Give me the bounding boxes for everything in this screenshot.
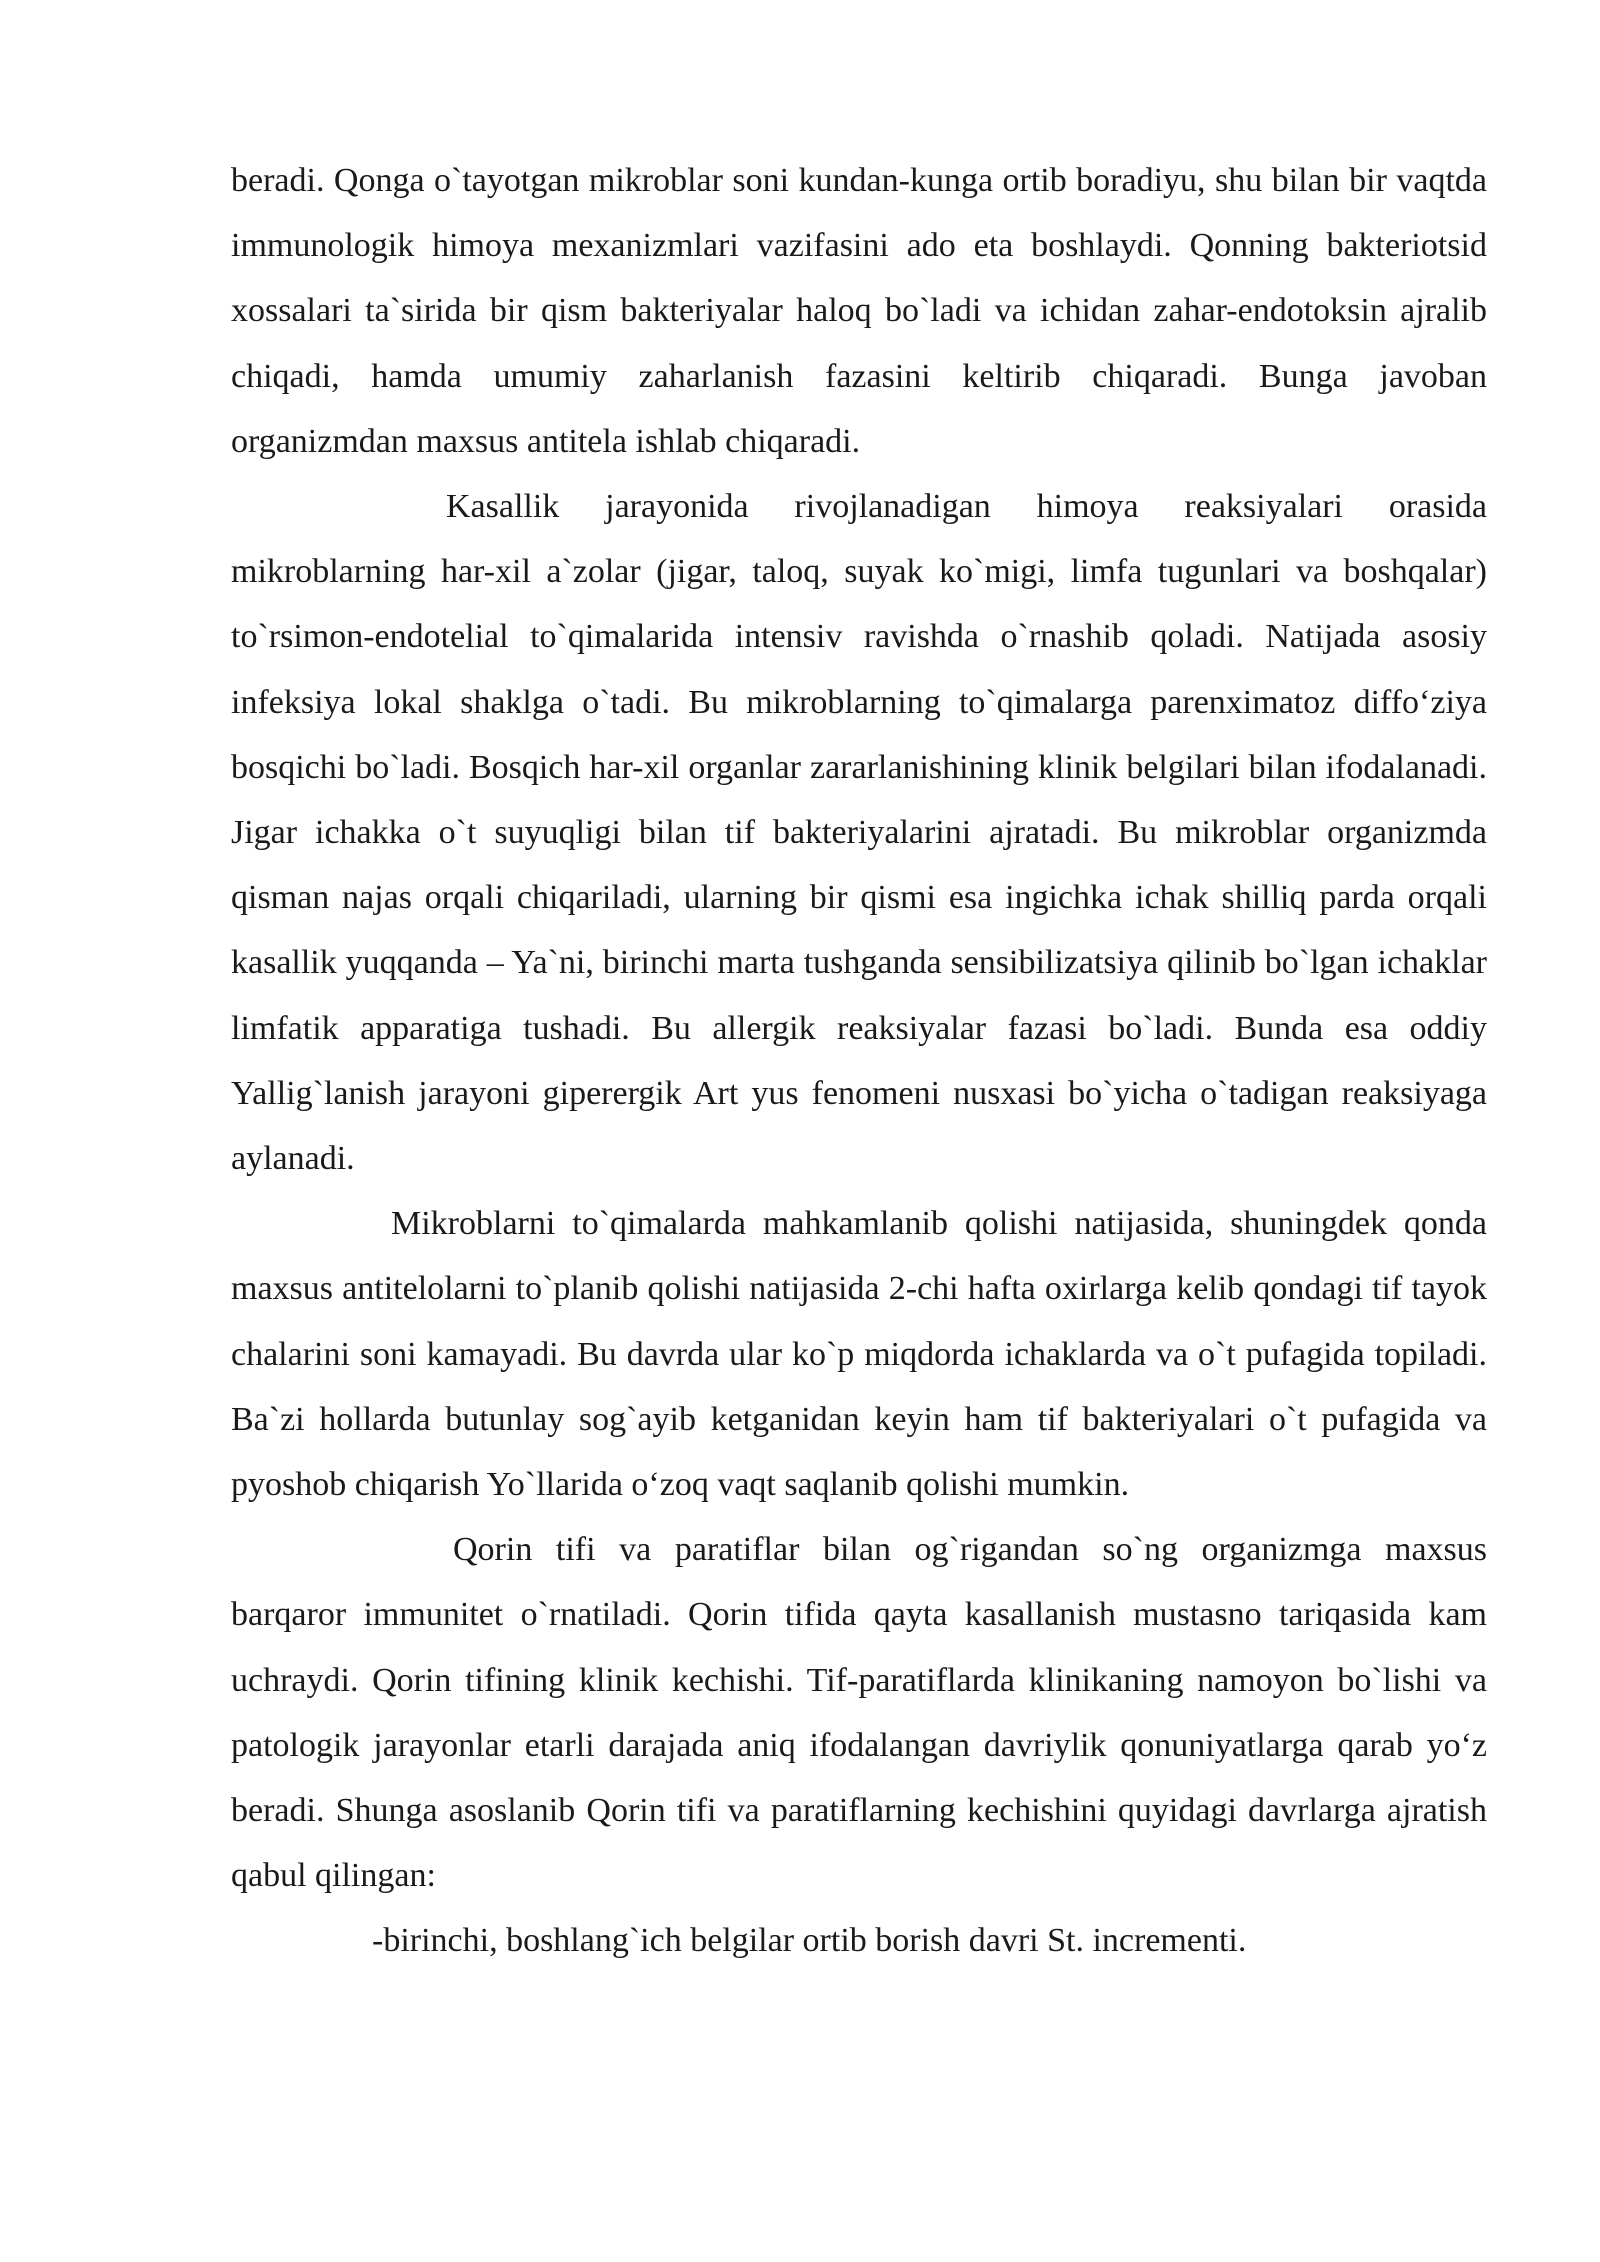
- paragraph-1: beradi. Qonga o`tayotgan mikroblar soni kundan-kunga ortib boradiyu, shu bilan bir vaqtda immunologik himoya mexanizmlari vazifasini ado eta boshlaydi. Qonning bakteriotsid xossalari ta`sirida bir qism bakteriyalar haloq bo`ladi va ichidan zahar-endotoksin ajralib chiqadi, hamda umumiy zaharlanish fazasini keltirib chiqaradi. Bunga javoban organizmdan maxsus antitela ishlab chiqaradi.: [231, 162, 1487, 460]
- paragraph-4: Qorin tifi va paratiflar bilan og`rigandan so`ng organizmga maxsus barqaror immunitet o`rnatiladi. Qorin tifida qayta kasallanish mustasno tariqasida kam uchraydi. Qorin tifining klinik kechishi. Tif-paratiflarda klinikaning namoyon bo`lishi va patologik jarayonlar etarli darajada aniq ifodalangan davriylik qonuniyatlarga qarab yo‘z beradi. Shunga asoslanib Qorin tifi va paratiflarning kechishini quyidagi davrlarga ajratish qabul qilingan:: [231, 1531, 1487, 1895]
- paragraph-3: Mikroblarni to`qimalarda mahkamlanib qolishi natijasida, shuningdek qonda maxsus antitelolarni to`planib qolishi natijasida 2-chi hafta oxirlarga kelib qondagi tif tayok chalarini soni kamayadi. Bu davrda ular ko`p miqdorda ichaklarda va o`t pufagida topiladi. Ba`zi hollarda butunlay sog`ayib ketganidan keyin ham tif bakteriyalari o`t pufagida va pyoshob chiqarish Yo`llarida o‘zoq vaqt saqlanib qolishi mumkin.: [231, 1205, 1487, 1504]
- paragraph-2: Kasallik jarayonida rivojlanadigan himoya reaksiyalari orasida mikroblarning har-xil a`zolar (jigar, taloq, suyak ko`migi, limfa tugunlari va boshqalar) to`rsimon-endotelial to`qimalarida intensiv ravishda o`rnashib qoladi. Natijada asosiy infeksiya lokal shaklga o`tadi. Bu mikroblarning to`qimalarga parenximatoz diffo‘ziya bosqichi bo`ladi. Bosqich har-xil organlar zararlanishining klinik belgilari bilan ifodalanadi. Jigar ichakka o`t suyuqligi bilan tif bakteriyalarini ajratadi. Bu mikroblar organizmda qisman najas orqali chiqariladi, ularning bir qismi esa ingichka ichak shilliq parda orqali kasallik yuqqanda – Ya`ni, birinchi marta tushganda sensibilizatsiya qilinib bo`lgan ichaklar limfatik apparatiga tushadi. Bu allergik reaksiyalar fazasi bo`ladi. Bunda esa oddiy Yallig`lanish jarayoni giperergik Art yus fenomeni nusxasi bo`yicha o`tadigan reaksiyaga aylanadi.: [231, 488, 1487, 1178]
- document-body: [231, 148, 1487, 1974]
- list-item-period-1: -birinchi, boshlang`ich belgilar ortib borish davri St. incrementi.: [372, 1922, 1247, 1960]
